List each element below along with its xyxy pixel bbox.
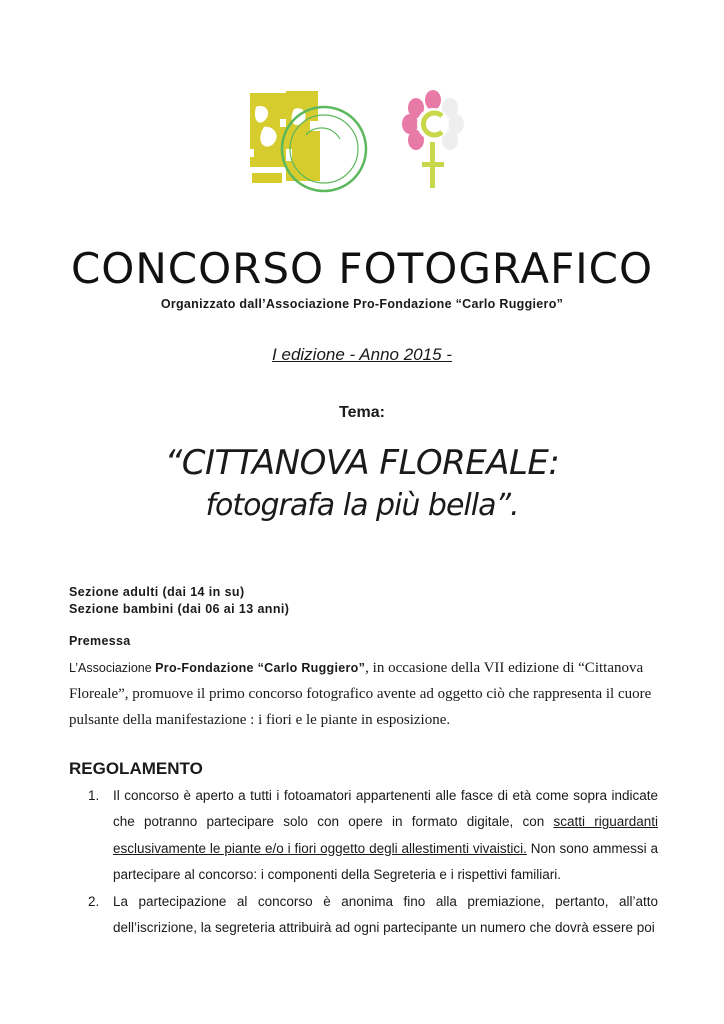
rule-text-underlined: scatti riguardanti esclusivamente le piante e/o i fiori oggetto degli allestimenti vivaistici. <box>113 814 658 856</box>
premessa-paragraph <box>69 655 659 733</box>
edition-text: I edizione - Anno 2015 - <box>272 345 452 364</box>
rule-text-b: Non sono ammessi a partecipare al concorso: i componenti della Segreteria e i rispettivi familiari. <box>113 840 658 882</box>
theme-title: “CITTANOVA FLOREALE: <box>164 443 560 483</box>
rule-number: 1. <box>88 788 100 803</box>
edition-line <box>0 345 724 365</box>
rule-text-a: Il concorso è aperto a tutti i fotoamatori appartenenti alle fasce di età come sopra indicate che potranno partecipare solo con opere in formato digitale, con <box>113 788 658 830</box>
premessa-body: , in occasione della VII edizione di “Cittanova Floreale”, promuove il primo concorso fotografico avente ad oggetto ciò che rappresenta il cuore pulsante della manifestazione : i fiori e le piante in esposizione. <box>69 660 652 728</box>
tema-label: Tema: <box>339 404 385 421</box>
rule-item <box>88 889 658 942</box>
main-title: CONCORSO FOTOGRAFICO <box>70 244 654 293</box>
organizer-subtitle: Organizzato dall’Associazione Pro-Fondazione “Carlo Ruggiero” <box>160 297 564 311</box>
rule-text <box>113 783 658 888</box>
regolamento-heading: REGOLAMENTO <box>69 759 203 778</box>
rule-item <box>88 783 658 888</box>
floreale-logo <box>398 90 468 192</box>
premessa-org: Pro-Fondazione “Carlo Ruggiero” <box>155 661 366 675</box>
section-adults: Sezione adulti (dai 14 in su) <box>69 585 245 599</box>
premessa-lead: L’Associazione <box>69 661 156 675</box>
premessa-heading: Premessa <box>69 634 131 648</box>
rule-text: La partecipazione al concorso è anonima fino alla premiazione, pertanto, all’atto dell’iscrizione, la segreteria attribuirà ad ogni partecipante un numero che dovrà essere poi <box>113 894 658 936</box>
association-logo <box>246 87 372 197</box>
section-children: Sezione bambini (dai 06 ai 13 anni) <box>69 602 290 616</box>
theme-subtitle: fotografa la più bella”. <box>205 488 519 523</box>
rule-number: 2. <box>88 894 100 909</box>
